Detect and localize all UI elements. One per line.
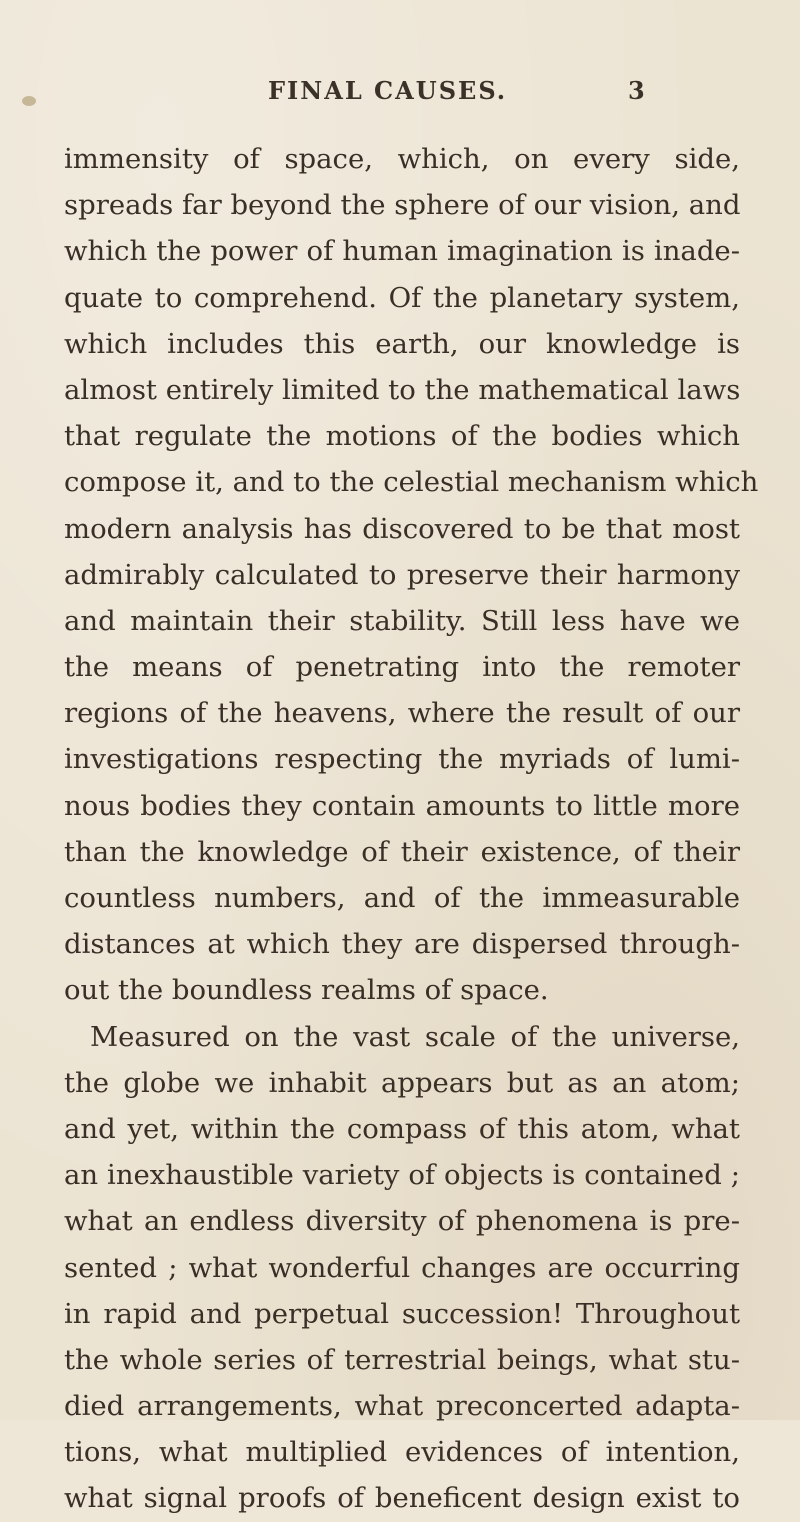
text-line: compose it, and to the celestial mechanism which xyxy=(64,466,759,499)
text-line: what signal proofs of beneficent design exist to xyxy=(64,1482,740,1515)
text-line: investigations respecting the myriads of lumi- xyxy=(64,743,740,776)
text-line: an inexhaustible variety of objects is contained ; xyxy=(64,1159,740,1192)
text-line: and maintain their stability. Still less have we xyxy=(64,604,740,637)
text-line: quate to comprehend. Of the planetary system, xyxy=(64,281,740,314)
running-title: FINAL CAUSES. xyxy=(268,76,508,105)
text-line: in rapid and perpetual succession! Throughout xyxy=(64,1297,740,1330)
text-line: Measured on the vast scale of the universe, xyxy=(90,1020,740,1053)
text-line: distances at which they are dispersed through- xyxy=(64,928,740,961)
text-line: nous bodies they contain amounts to little more xyxy=(64,789,740,822)
text-line: which the power of human imagination is inade- xyxy=(64,235,740,268)
text-line: the means of penetrating into the remoter xyxy=(64,651,740,684)
text-line: and yet, within the compass of this atom, what xyxy=(64,1112,740,1145)
page-header xyxy=(0,76,800,116)
text-line: what an endless diversity of phenomena is pre- xyxy=(64,1205,740,1238)
text-line: almost entirely limited to the mathematical laws xyxy=(64,373,741,406)
text-line: which includes this earth, our knowledge is xyxy=(64,327,740,360)
text-line: that regulate the motions of the bodies which xyxy=(64,420,740,453)
text-line: died arrangements, what preconcerted adapta- xyxy=(64,1390,740,1423)
text-line: regions of the heavens, where the result of our xyxy=(64,697,740,730)
page-number: 3 xyxy=(628,76,645,105)
text-line: tions, what multiplied evidences of intention, xyxy=(64,1436,740,1469)
text-line: sented ; what wonderful changes are occurring xyxy=(64,1251,740,1284)
text-line: spreads far beyond the sphere of our vision, and xyxy=(64,189,741,222)
text-line: than the knowledge of their existence, of their xyxy=(64,835,740,868)
text-line: countless numbers, and of the immeasurable xyxy=(64,882,740,914)
text-line: immensity of space, which, on every side, xyxy=(64,143,740,175)
text-line: admirably calculated to preserve their harmony xyxy=(64,558,740,591)
body-text xyxy=(64,136,759,1522)
text-line: out the boundless realms of space. xyxy=(64,974,549,1007)
text-line: modern analysis has discovered to be that most xyxy=(64,512,740,545)
text-line: the globe we inhabit appears but as an atom; xyxy=(64,1066,740,1099)
text-line: the whole series of terrestrial beings, what stu- xyxy=(64,1343,740,1376)
